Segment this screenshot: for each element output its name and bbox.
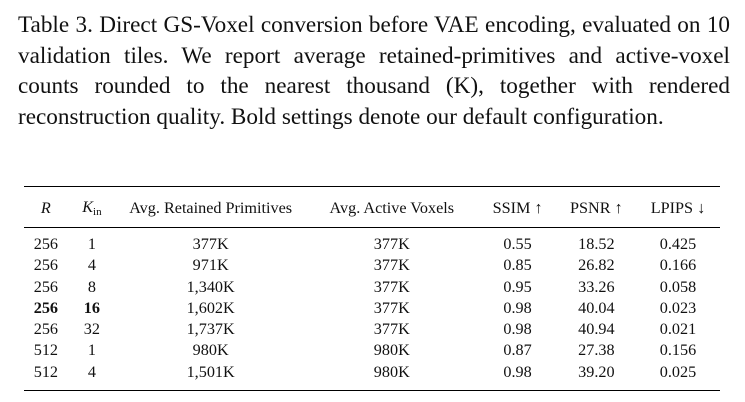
header-r: R — [40, 198, 51, 217]
cell-active-voxels: 377K — [373, 256, 410, 275]
cell-psnr: 33.26 — [578, 277, 615, 296]
cell-psnr: 26.82 — [578, 256, 615, 275]
cell-ssim: 0.95 — [503, 277, 532, 296]
header-psnr: PSNR ↑ — [570, 198, 623, 217]
table-row — [24, 298, 720, 319]
cell-retained-primitives: 1,602K — [186, 298, 235, 317]
cell-ssim: 0.98 — [503, 362, 532, 381]
cell-active-voxels: 377K — [373, 235, 410, 253]
table-caption — [18, 10, 730, 132]
cell-ssim: 0.85 — [503, 256, 532, 275]
cell-r: 256 — [33, 235, 59, 253]
cell-r: 256 — [33, 320, 59, 339]
header-lpips: LPIPS ↓ — [650, 198, 706, 217]
cell-psnr: 40.04 — [578, 298, 615, 317]
cell-lpips: 0.025 — [659, 362, 697, 381]
table-row — [24, 277, 720, 298]
header-ssim: SSIM ↑ — [492, 198, 543, 217]
cell-psnr: 18.52 — [578, 235, 615, 253]
cell-lpips: 0.156 — [659, 341, 697, 360]
table-row — [24, 340, 720, 361]
table-row — [24, 228, 720, 256]
cell-retained-primitives: 1,340K — [186, 277, 235, 296]
cell-psnr: 39.20 — [578, 362, 615, 381]
header-active-voxels: Avg. Active Voxels — [329, 198, 455, 217]
results-table — [24, 186, 720, 391]
cell-retained-primitives: 1,501K — [186, 362, 235, 381]
cell-k-in: 32 — [83, 320, 100, 339]
cell-ssim: 0.98 — [503, 298, 532, 317]
cell-ssim: 0.55 — [503, 235, 532, 253]
caption-label: Table 3. — [18, 12, 93, 38]
cell-k-in: 1 — [87, 235, 96, 253]
cell-k-in: 4 — [87, 362, 96, 381]
table-row — [24, 362, 720, 391]
cell-k-in: 1 — [87, 341, 96, 360]
cell-lpips: 0.023 — [659, 298, 697, 317]
cell-retained-primitives: 1,737K — [186, 320, 235, 339]
cell-lpips: 0.058 — [659, 277, 697, 296]
cell-active-voxels: 377K — [373, 320, 410, 339]
cell-active-voxels: 377K — [373, 298, 410, 317]
cell-r: 256 — [33, 256, 59, 275]
cell-lpips: 0.166 — [659, 256, 697, 275]
cell-r: 256 — [33, 277, 59, 296]
table-body — [24, 228, 720, 391]
cell-r: 256 — [33, 298, 59, 317]
table-row — [24, 319, 720, 340]
cell-retained-primitives: 377K — [192, 235, 229, 253]
cell-k-in: 16 — [83, 298, 100, 317]
cell-r: 512 — [33, 341, 59, 360]
cell-retained-primitives: 980K — [192, 341, 229, 360]
header-k-in: $K_{in}$ — [82, 198, 102, 218]
header-retained-primitives: Avg. Retained Primitives — [129, 198, 293, 217]
table-row — [24, 255, 720, 276]
table-header-row — [24, 187, 720, 228]
cell-ssim: 0.87 — [503, 341, 532, 360]
cell-k-in: 4 — [87, 256, 96, 275]
cell-r: 512 — [33, 362, 59, 381]
cell-psnr: 40.94 — [578, 320, 615, 339]
cell-ssim: 0.98 — [503, 320, 532, 339]
cell-lpips: 0.021 — [659, 320, 697, 339]
cell-active-voxels: 377K — [373, 277, 410, 296]
cell-active-voxels: 980K — [373, 341, 410, 360]
cell-k-in: 8 — [87, 277, 96, 296]
cell-active-voxels: 980K — [373, 362, 410, 381]
cell-retained-primitives: 971K — [192, 256, 229, 275]
cell-psnr: 27.38 — [578, 341, 615, 360]
cell-lpips: 0.425 — [659, 235, 697, 253]
caption-text: Direct GS-Voxel conversion before VAE encoding, evaluated on 10 validation tiles. We report average retained-primitives and active-voxel counts rounded to the nearest thousand (K), together with rendered reconstruction quality. Bold settings denote our default configuration. — [18, 12, 731, 130]
